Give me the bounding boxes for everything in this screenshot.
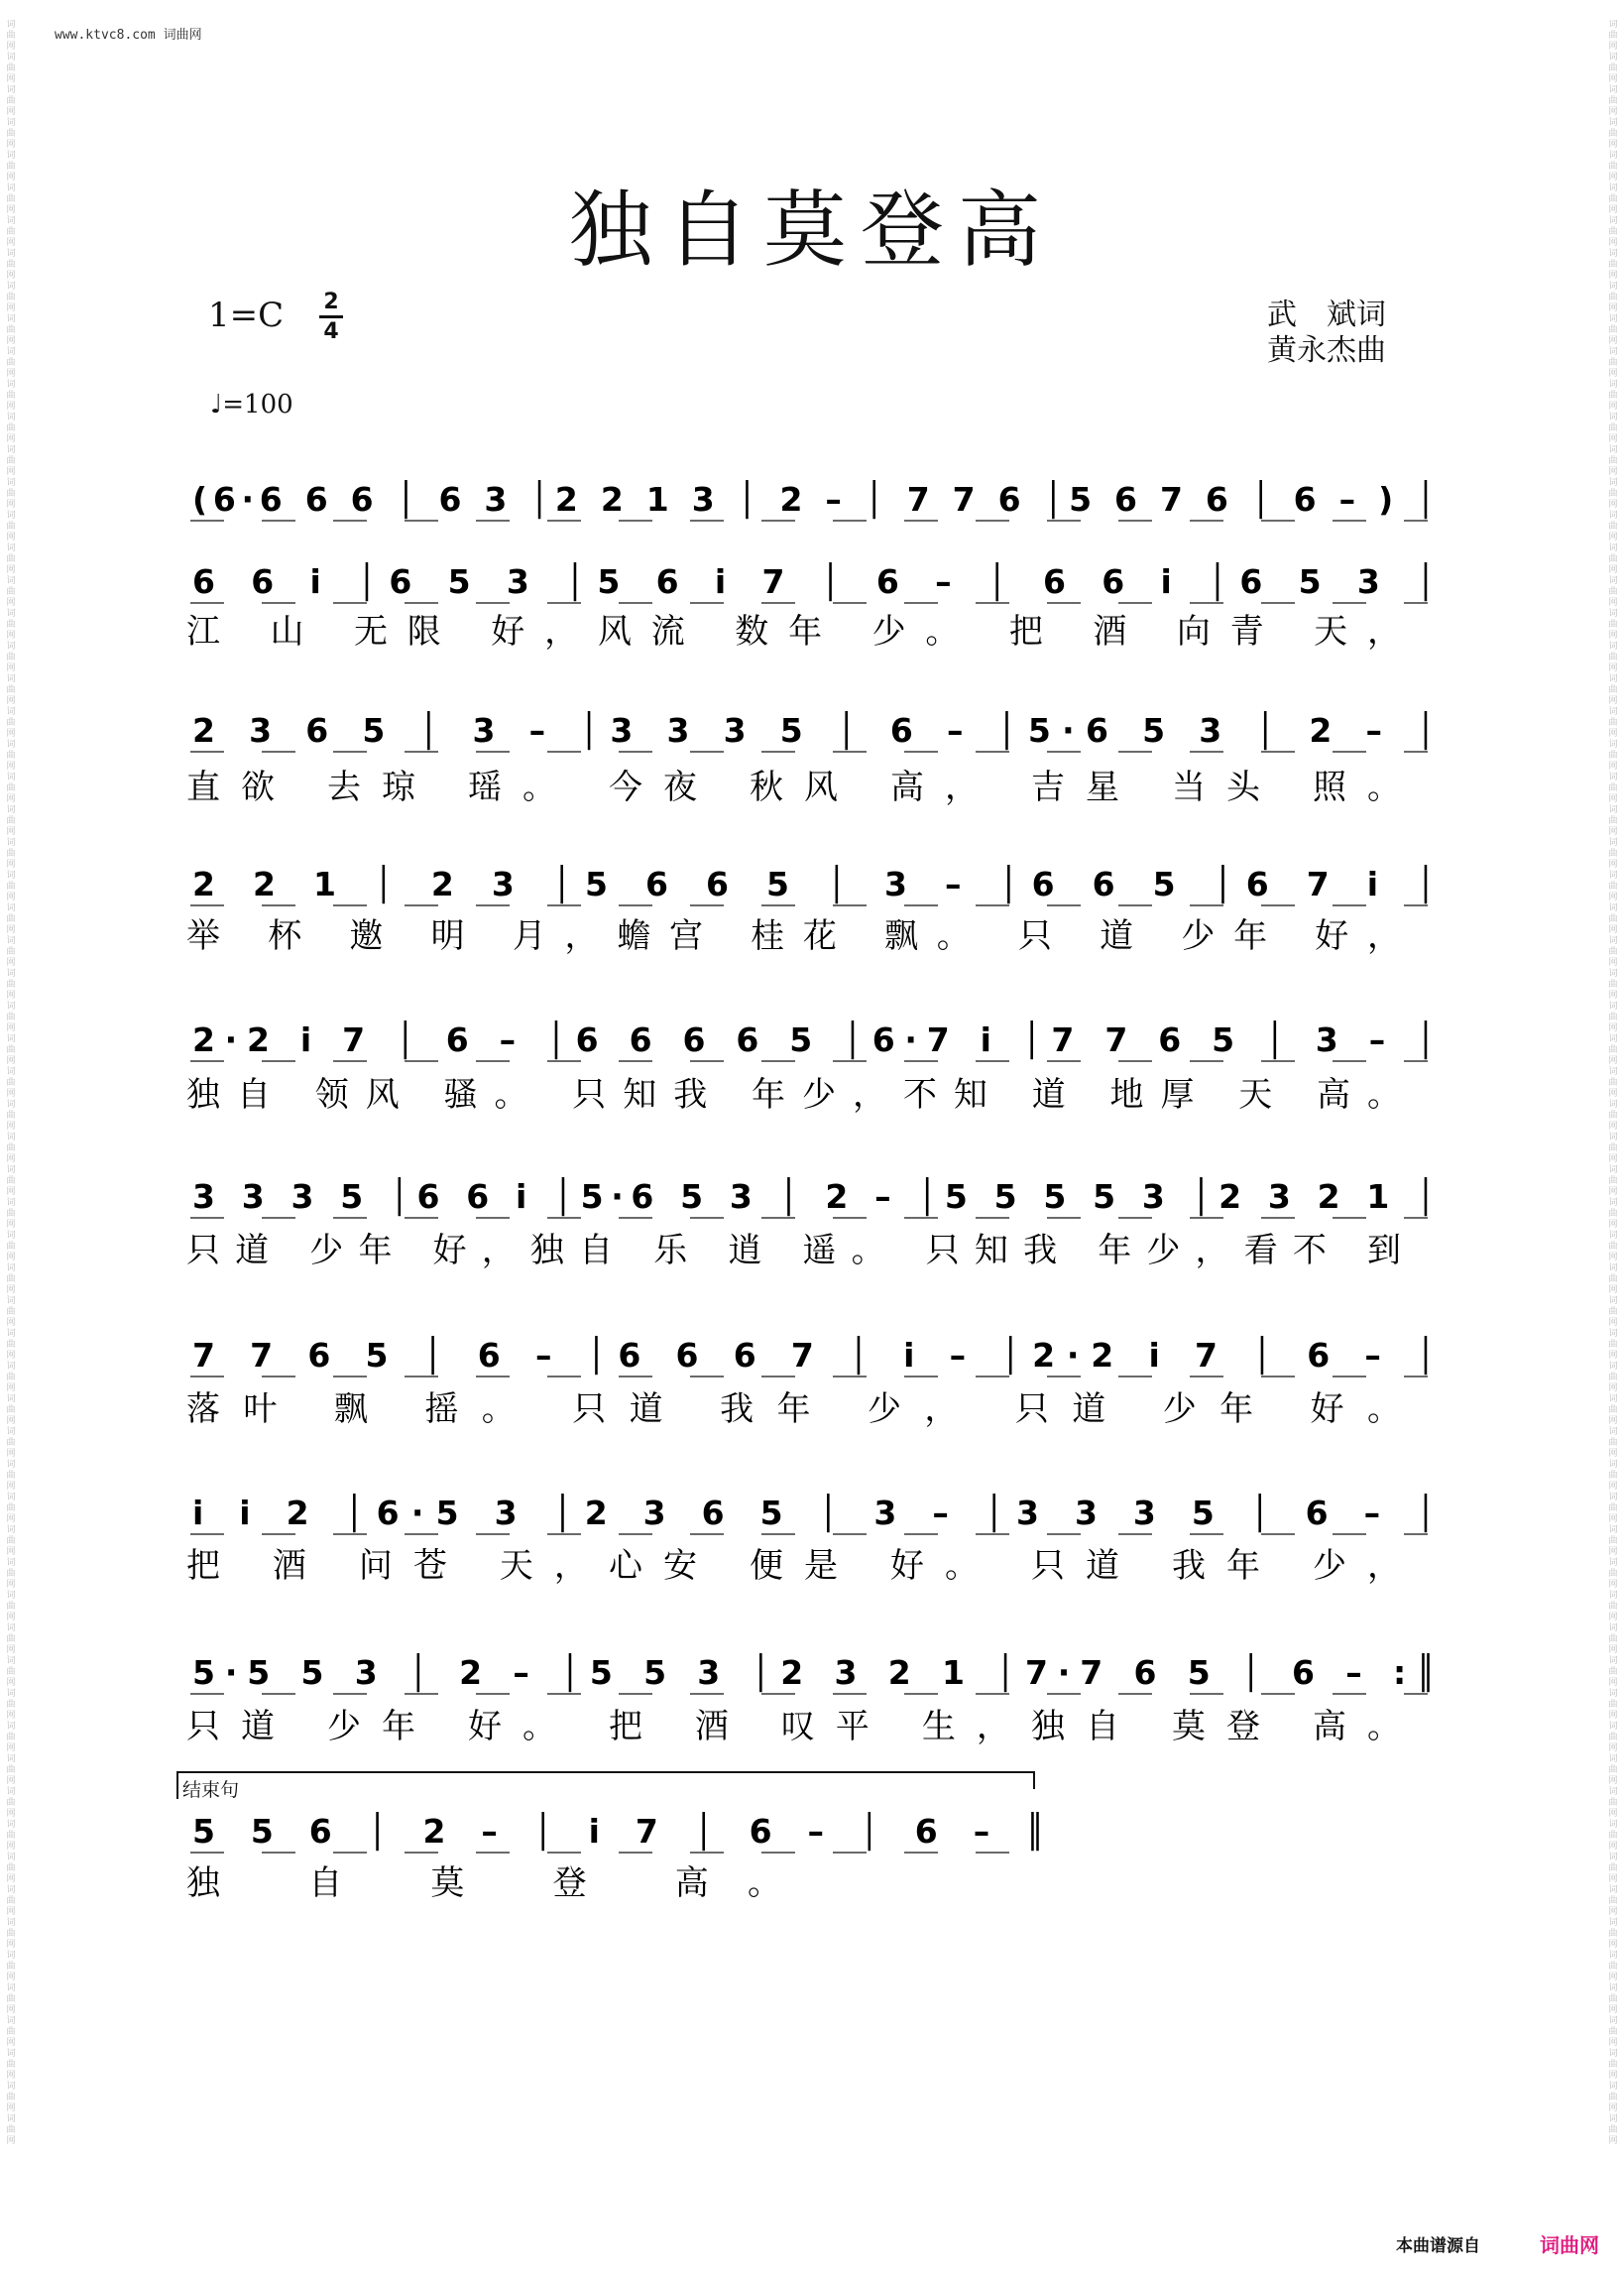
notes-line-1: (6·6 6 6 │ 6 3 │2 2 1 3 │ 2 – │ 7 7 6 │5 6 7 6 │ 6 – ) │: [192, 480, 1437, 519]
ending-bracket: [176, 1771, 1035, 1801]
lyrics-line-8: 把 酒 问苍 天，心安 便是 好。 只道 我年 少，: [186, 1546, 1401, 1586]
left-watermark-strip: 词曲网词曲网词曲网词曲网词曲网词曲网词曲网词曲网词曲网词曲网词曲网词曲网词曲网词曲网词曲网词曲网词曲网词曲网词曲网词曲网词曲网词曲网词曲网词曲网词曲网词曲网词曲网词曲网词曲网词曲网词曲网词曲网词曲网词曲网词曲网词曲网词曲网词曲网词曲网词曲网词曲网词曲网词曲网词曲网词曲网词曲网词曲网词曲网词曲网词曲网词曲网词曲网词曲网词曲网词曲网词曲网词曲网词曲网词曲网词曲网词曲网词曲网词曲网词曲网词曲网: [6, 20, 16, 2146]
lyrics-line-10: 独 自 莫 登 高。: [186, 1863, 781, 1903]
lyrics-line-2: 江 山 无限 好，风流 数年 少。 把 酒 向青 天，: [186, 612, 1401, 652]
notes-line-8: i i 2 │6·5 3 │2 3 6 5 │ 3 – │3 3 3 5 │ 6 – │: [192, 1494, 1436, 1532]
time-signature-bottom: 4: [323, 319, 339, 344]
notes-line-6: 3 3 3 5 │6 6 i │5·6 5 3 │ 2 – │5 5 5 5 3 │2 3 2 1 │: [192, 1177, 1437, 1216]
lyricist: 武 斌词: [1267, 298, 1386, 332]
footer-brand: 词曲网: [1540, 2233, 1599, 2257]
notes-line-9: 5·5 5 3 │ 2 – │5 5 3 │2 3 2 1 │7·7 6 5 │ 6 – :║: [192, 1653, 1436, 1692]
lyrics-line-5: 独自 领风 骚。 只知我 年少，不知 道 地厚 天 高。: [186, 1075, 1401, 1115]
site-header: www.ktvc8.com 词曲网: [55, 28, 202, 43]
lyrics-line-4: 举 杯 邀 明 月，蟾宫 桂花 飘。 只 道 少年 好，: [186, 916, 1401, 956]
notes-line-4: 2 2 1 │ 2 3 │5 6 6 5 │ 3 – │6 6 5 │6 7 i │: [192, 865, 1436, 903]
tempo-marking: ♩=100: [210, 390, 293, 419]
footer-source: 本曲谱源自: [1396, 2236, 1480, 2256]
ending-label: 结束句: [182, 1779, 240, 1801]
song-title: 独自莫登高: [568, 181, 1055, 279]
notes-line-3: 2 3 6 5 │ 3 – │3 3 3 5 │ 6 – │5·6 5 3 │ 2 – │: [192, 711, 1436, 750]
notes-line-5: 2·2 i 7 │ 6 – │6 6 6 6 5 │6·7 i │7 7 6 5 │ 3 – │: [192, 1020, 1437, 1059]
right-watermark-strip: 词曲网词曲网词曲网词曲网词曲网词曲网词曲网词曲网词曲网词曲网词曲网词曲网词曲网词曲网词曲网词曲网词曲网词曲网词曲网词曲网词曲网词曲网词曲网词曲网词曲网词曲网词曲网词曲网词曲网词曲网词曲网词曲网词曲网词曲网词曲网词曲网词曲网词曲网词曲网词曲网词曲网词曲网词曲网词曲网词曲网词曲网词曲网词曲网词曲网词曲网词曲网词曲网词曲网词曲网词曲网词曲网词曲网词曲网词曲网词曲网词曲网词曲网词曲网词曲网词曲网: [1608, 20, 1618, 2146]
lyrics-line-9: 只道 少年 好。 把 酒 叹平 生，独自 莫登 高。: [186, 1707, 1401, 1746]
notes-line-10: 5 5 6 │ 2 – │ i 7 │ 6 – │ 6 – ║: [192, 1812, 1046, 1851]
lyrics-line-6: 只道 少年 好，独自 乐 逍 遥。 只知我 年少，看不 到: [186, 1231, 1401, 1270]
composer: 黄永杰曲: [1267, 333, 1386, 368]
time-signature-top: 2: [323, 290, 339, 314]
notes-line-7: 7 7 6 5 │ 6 – │6 6 6 7 │ i – │2·2 i 7 │ 6 – │: [192, 1336, 1437, 1375]
lyrics-line-3: 直欲 去琼 瑶。 今夜 秋风 高， 吉星 当头 照。: [186, 768, 1401, 807]
key-signature: 1=C: [208, 296, 285, 335]
notes-line-2: 6 6 i │6 5 3 │5 6 i 7 │ 6 – │ 6 6 i │6 5 3 │: [192, 562, 1436, 601]
lyrics-line-7: 落叶 飘 摇。 只道 我年 少， 只道 少年 好。: [186, 1389, 1401, 1429]
